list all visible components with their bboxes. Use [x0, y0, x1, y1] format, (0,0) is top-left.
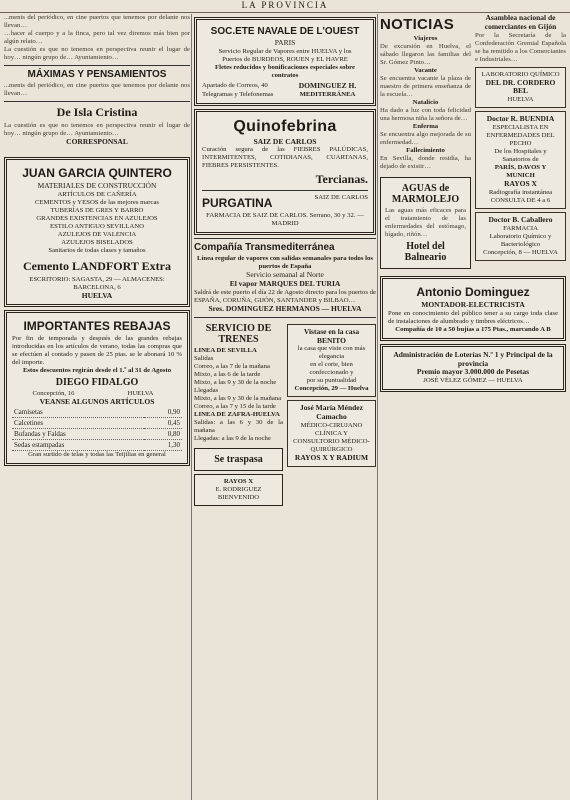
ad-benito-line: Concepción, 29 — Huelva: [294, 385, 369, 393]
train-row: Correo, a las 7 y 15 de la tarde: [194, 402, 276, 410]
ad-navale-line: Fletes reducidos y bonificaciones especiales sobre contratos: [215, 63, 355, 79]
noticias-head: Viajeros: [413, 35, 438, 42]
rayos-small-title: RAYOS X: [223, 477, 254, 485]
ad-buendia-name: Doctor R. BUENDIA: [486, 114, 555, 124]
ad-mendez-name: José María Méndez Camacho: [300, 403, 363, 422]
ad-quintero-line: TUBERÍAS DE GRES Y BARRO: [50, 206, 144, 214]
isla-cristina-text: La cuestión es que no tenemos en perspectiva reunir el lugar de hoy… ningún grupo de… Ayuntamiento…: [4, 122, 190, 137]
ad-caballero-name: Doctor B. Caballero: [488, 214, 553, 224]
section-title-maximas: MÁXIMAS Y PENSAMIENTOS: [27, 69, 167, 80]
ad-quintero-line: ARTÍCULOS DE CAÑERÍA: [57, 190, 137, 198]
ad-quinofebrina-desc: Curación segura de las FIEBRES PALÚDICAS, INTERMITENTES, COTIDIANAS, CUARTANAS, FIEBRES PERSISTENTES.: [202, 146, 368, 170]
ad-quinofebrina-pharmacy: FARMACIA DE SAIZ DE CARLOS. Serrano, 30 y 32. — MADRID: [206, 212, 364, 228]
ad-dominguez-role: MONTADOR-ELECTRICISTA: [421, 300, 525, 309]
noticias-head: Vacante: [414, 67, 437, 74]
ad-benito: [287, 324, 376, 398]
right-ads: [287, 321, 376, 509]
ad-benito-line: la casa que viste con más elegancia: [297, 345, 366, 361]
ad-mendez-sub: CLÍNICA Y CONSULTORIO MÉDICO-QUIRÚRGICO: [293, 429, 370, 453]
noticias-text: De excursión en Huelva, el sábado llegaron las familias del Sr. Gómez Pinto…: [380, 43, 471, 66]
train-sub: Llegadas: [194, 386, 219, 394]
divider: [4, 65, 190, 66]
ad-mendez: [287, 400, 376, 466]
noticias-text: Se encuentra algo mejorada de su enfermedad…: [380, 131, 471, 146]
asamblea-title: Asamblea nacional de comerciantes en Gijón: [484, 14, 557, 31]
ad-buendia-consulta: CONSULTA DE 4 a 6: [490, 196, 551, 204]
ad-quintero-line: Sanitarios de todas clases y tamaños: [48, 246, 146, 254]
column-3: [380, 14, 566, 800]
ad-quintero-line: AZULEJOS BISELADOS: [61, 238, 133, 246]
train-row: Correo, a las 7 de la mañana: [194, 362, 270, 370]
ad-dominguez: [380, 276, 566, 341]
table-row: [12, 418, 182, 429]
item-price: 1,30: [144, 440, 182, 451]
train-line-zafra: LINEA DE ZAFRA-HUELVA: [194, 410, 280, 418]
transmed-consignee: Sres. DOMINGUEZ HERMANOS — HUELVA: [208, 303, 362, 313]
ad-buendia: [475, 111, 566, 209]
ad-cordero-name: DEL DR. CORDERO BEL: [485, 77, 556, 96]
ad-navale-line: Servicio Regular de Vapores entre HUELVA y los: [218, 47, 352, 55]
byline: CORRESPONSAL: [66, 137, 128, 146]
traspasa-title: Se traspasa: [214, 453, 263, 465]
ad-purgatina-title: PURGATINA: [202, 196, 273, 211]
ad-navale-title: SOC.ETE NAVALE DE L'OUEST: [210, 26, 360, 37]
ad-purgatina-brand: SAIZ DE CARLOS: [314, 194, 368, 202]
ad-rebajas-merchant: DIEGO FIDALGO: [55, 377, 139, 389]
ad-navale-consignee: DOMINGUEZ H.: [298, 80, 357, 90]
train-row: Mixto, a las 9 y 30 de la noche: [194, 378, 277, 386]
train-line-sevilla: LINEA DE SEVILLA: [194, 346, 257, 354]
train-row: Mixto, a las 6 de la tarde: [194, 370, 261, 378]
intro-paragraph: La cuestión es que no tenemos en perspectiva reunir el lugar de hoy… ningún grupo de… Ayuntamiento…: [4, 46, 190, 61]
train-sub: Salidas: [194, 354, 214, 362]
ad-caballero-address: Concepción, 8 — HUELVA: [483, 248, 558, 256]
ad-quintero-subtitle: MATERIALES DE CONSTRUCCIÓN: [37, 180, 157, 190]
noticias-text: Ha dado a luz con toda felicidad una hermosa niña la señora de…: [380, 107, 471, 122]
ad-quinofebrina-brand: SAIZ DE CARLOS: [253, 136, 317, 146]
ad-rebajas-note: Gran surtido de telas y todas las Teijilias en general: [28, 451, 166, 459]
asamblea-text: Por la Secretaría de la Confederación Gremial Española se ha remitido a los Comerciantes e Industriales…: [475, 31, 566, 63]
divider: [202, 190, 368, 191]
transmed-title: Compañía Transmediterránea: [194, 242, 335, 254]
ad-quintero-line: GRANDES EXISTENCIAS EN AZULEJOS: [36, 214, 158, 222]
train-row: Salidas: a las 6 y 30 de la mañana: [194, 418, 283, 434]
ad-quintero-line: CEMENTOS y YESOS de las mejores marcas: [34, 198, 160, 206]
ad-caballero-role: FARMACIA: [503, 224, 538, 232]
ad-marmolejo: [380, 177, 471, 269]
noticias-text: En Sevilla, donde residía, ha dejado de existir…: [380, 155, 471, 170]
intro-paragraph: ...ments del periódico, en cine puertos que tenemos por delante nos llevan…: [4, 14, 190, 29]
item-price: 0,80: [144, 429, 182, 440]
lower-split: [194, 321, 376, 509]
ad-quintero-line: ESTILO ANTIGUO SEVILLANO: [50, 222, 144, 230]
transmed-body: Saldrá de este puerto el día 22 de Agosto directo para los puertos de ESPAÑA, CORUÑA, GIJÓN, SANTANDER y BILBAO…: [194, 288, 376, 304]
noticias-head: Natalicio: [412, 99, 439, 106]
ad-dominguez-body: Pone en conocimiento del público tener a su cargo toda clase de instalaciones de alumbrado y timbres eléctricos…: [388, 309, 558, 325]
ad-loteria-title: Administración de Loterías N.º 1 y Principal de la provincia: [393, 349, 553, 368]
ad-quinofebrina: [194, 109, 376, 236]
maximas-text: ...ments del periódico, en cine puertos que tenemos por delante nos llevan…: [4, 82, 190, 97]
ad-buendia-spec: ESPECIALISTA EN ENFERMEDADES DEL PECHO: [486, 123, 555, 147]
ad-rebajas-dates: Estos descuentos regirán desde el 1.º al 31 de Agosto: [22, 367, 172, 375]
ad-rebajas-city: HUELVA: [127, 390, 154, 398]
trains-title: SERVICIO DE TRENES: [205, 322, 272, 345]
ad-caballero-lab: Laboratorio Químico y Bacteriológico: [489, 232, 552, 248]
ad-mendez-role: MÉDICO-CIRUJANO: [300, 421, 363, 429]
noticias-block: [380, 14, 471, 272]
ad-navale-tel: Telegramas y Telefonemas: [202, 90, 274, 98]
ad-caballero: [475, 212, 566, 261]
ad-navale: [194, 17, 376, 106]
ad-quintero-title: JUAN GARCIA QUINTERO: [22, 165, 172, 180]
noticias-title: NOTICIAS: [380, 16, 455, 33]
ad-benito-line: por su puntualidad: [306, 377, 357, 385]
ad-quintero: [4, 157, 190, 308]
section-title-isla-cristina: De Isla Cristina: [56, 105, 138, 119]
column-rule-1: [191, 14, 192, 800]
table-row: [12, 440, 182, 451]
column-rule-2: [377, 14, 378, 800]
trains-block: [194, 321, 283, 509]
ad-cordero: [475, 67, 566, 109]
item-name: Calcetines: [12, 418, 144, 429]
ad-loteria: [380, 344, 566, 392]
ad-mendez-rayos: RAYOS X Y RADIUM: [294, 452, 369, 462]
ad-quintero-city: HUELVA: [81, 290, 113, 300]
ad-rebajas-sub: VEANSE ALGUNOS ARTÍCULOS: [39, 397, 155, 407]
ad-quintero-address: ESCRITORIO: SAGASTA, 29 — ALMACENES: BARCELONA, 6: [29, 275, 165, 291]
ad-navale-line: Puertos de BURDEOS, ROUEN y EL HAVRE: [222, 55, 348, 63]
right-ads-col3: [475, 14, 566, 272]
intro-paragraph: …hacer al cuerpo y a la finca, pero tal vez diremos más bien por algún relato…: [4, 30, 190, 45]
ad-rebajas-title: IMPORTANTES REBAJAS: [23, 319, 171, 334]
ad-dominguez-name: Antonio Dominguez: [416, 285, 530, 299]
noticias-head: Fallecimiento: [406, 147, 445, 154]
ad-loteria-admin: JOSÉ VÉLEZ GÓMEZ — HUELVA: [423, 377, 523, 385]
ad-navale-address: Apartado de Correos, 40: [202, 81, 268, 89]
ad-buendia-cities: PARÍS, DAVOS Y MUNICH: [494, 163, 547, 179]
noticias-head: Enferma: [412, 123, 439, 130]
ad-quintero-line: AZULEJOS DE VALENCIA: [57, 230, 137, 238]
ad-loteria-prize: Premio mayor 3.000.000 de Pesetas: [416, 367, 530, 377]
item-price: 0,45: [144, 418, 182, 429]
ad-buendia-hosp: De los Hospitales y Sanatorios de: [494, 147, 547, 163]
divider: [194, 238, 376, 239]
item-name: Camisetas: [12, 407, 144, 418]
ad-marmolejo-subtitle: Hotel del Balneario: [404, 241, 447, 263]
top-split: [380, 14, 566, 272]
noticias-text: Se encuentra vacante la plaza de maestro de primera enseñanza de la escuela…: [380, 75, 471, 98]
train-row: Mixto, a las 9 y 30 de la mañana: [194, 394, 282, 402]
item-price: 0,90: [144, 407, 182, 418]
ad-quinofebrina-title: Quinofebrina: [233, 117, 337, 135]
train-row: Llegadas: a las 9 de la noche: [194, 434, 271, 442]
ad-benito-title: Vistase en la casa BENITO: [303, 326, 360, 345]
ad-cordero-org: LABORATORIO QUÍMICO: [481, 70, 560, 78]
divider: [4, 101, 190, 102]
ad-buendia-radio: Radiografía instantánea: [488, 188, 553, 196]
transmed-subtitle: Línea regular de vapores con salidas semanales para todos los puertos de España: [197, 255, 373, 271]
ad-marmolejo-title: AGUAS de MARMOLEJO: [391, 183, 460, 205]
divider: [194, 317, 376, 318]
ad-marmolejo-text: Las aguas más eficaces para el tratamiento de las enfermedades del estómago, hígado, riñón…: [385, 207, 466, 238]
table-row: [12, 407, 182, 418]
rayos-small-name: E. RODRIGUEZ BIENVENIDO: [215, 485, 262, 501]
transmed-service: Servicio semanal al Norte: [246, 270, 324, 280]
item-name: Bufandas y Faldas: [12, 429, 144, 440]
ad-dominguez-price: Compañía de 10 a 50 bujías a 175 Ptas., marcando A B: [395, 325, 551, 333]
ad-navale-sub: PARIS: [274, 38, 296, 47]
ad-cordero-town: HUELVA: [507, 96, 534, 104]
ad-rebajas: [4, 310, 190, 466]
column-1: [4, 14, 190, 800]
ad-buendia-rayos: RAYOS X: [504, 178, 537, 188]
ad-benito-line: en el corte, bien confeccionado y: [309, 361, 354, 377]
table-row: [12, 429, 182, 440]
item-name: Sedas estampadas: [12, 440, 144, 451]
ad-rebajas-address: Concepción, 16: [32, 390, 75, 398]
masthead: LA PROVINCIA: [0, 0, 570, 13]
traspasa-box: [194, 448, 283, 471]
rayos-small: [194, 474, 283, 506]
transmed-vapor: El vapor MARQUES DEL TURIA: [229, 279, 341, 289]
ad-rebajas-items: [12, 407, 182, 451]
ad-quintero-cement: Cemento LANDFORT Extra: [22, 258, 171, 273]
ad-quinofebrina-claim: Tercianas.: [315, 172, 368, 187]
ad-rebajas-body: Por fin de temporada y después de las grandes rebajas introducidas en los artículos de verano, todas las compras que se efectúen al contado y pasen de 25 ptas. se le abonará 10 % del importe.: [12, 335, 182, 367]
column-2: [194, 14, 376, 800]
ad-navale-mediterranea: MEDITERRÁNEA: [299, 90, 356, 98]
